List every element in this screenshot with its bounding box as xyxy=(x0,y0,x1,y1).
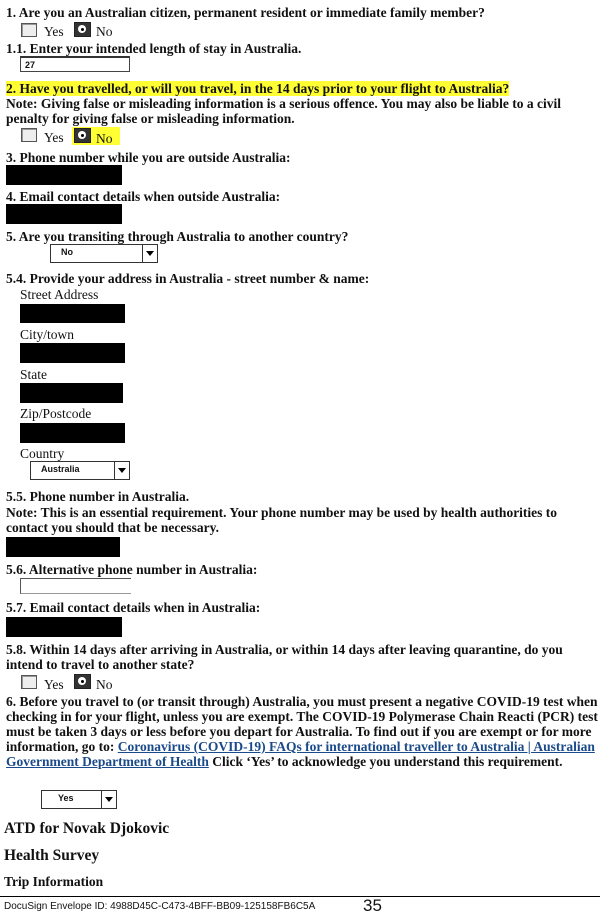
docusign-envelope-id: DocuSign Envelope ID: 4988D45C-C473-4BFF-BB09-125158FB6C5A xyxy=(4,901,316,912)
question-5-label: 5. Are you transiting through Australia to another country? xyxy=(6,229,349,244)
question-2-highlight: 2. Have you travelled, or will you travel, in the 14 days prior to your flight to Australia? xyxy=(6,81,510,96)
redacted-zip xyxy=(20,423,125,443)
question-6-body: 6. Before you travel to (or transit through) Australia, you must present a negative COVID-19 test when checking in for your flight, unless you are exempt. The COVID-19 Polymerase Chain Reacti (PCR) test must be taken 3 days or less before you depart for Australia. To find out if you are exempt or for more information, go to: xyxy=(6,694,598,754)
q1-no-label: No xyxy=(96,24,113,39)
question-5-5-note: Note: This is an essential requirement. Your phone number may be used by health authorities to contact you should that be necessary. xyxy=(6,505,558,535)
acknowledge-select-value: Yes xyxy=(58,793,74,803)
q5-8-no-radio-selected[interactable] xyxy=(74,674,91,689)
question-5-7-label: 5.7. Email contact details when in Australia: xyxy=(6,600,261,615)
q1-yes-radio[interactable] xyxy=(21,23,37,37)
chevron-down-icon xyxy=(101,791,116,808)
country-select[interactable] xyxy=(30,461,130,480)
country-select-value: Australia xyxy=(41,464,80,474)
redacted-phone-australia xyxy=(6,537,120,557)
question-6-acknowledge: Click ‘Yes’ to acknowledge you understand this requirement. xyxy=(208,754,563,769)
atd-heading: ATD for Novak Djokovic xyxy=(4,820,170,837)
question-3-label: 3. Phone number while you are outside Australia: xyxy=(6,150,291,165)
q2-no-radio-selected[interactable] xyxy=(74,128,91,143)
question-2-label xyxy=(6,81,509,96)
q1-no-radio-selected[interactable] xyxy=(74,22,91,37)
chevron-down-icon xyxy=(114,462,129,479)
page-number: 35 xyxy=(363,896,382,915)
q5-8-no-label: No xyxy=(96,677,113,692)
q5-8-yes-radio[interactable] xyxy=(21,675,37,689)
question-5-6-label: 5.6. Alternative phone number in Australia: xyxy=(6,562,258,577)
question-6-text xyxy=(6,694,600,769)
redacted-street-address xyxy=(20,304,125,323)
page-footer xyxy=(0,896,600,915)
street-address-label: Street Address xyxy=(20,287,99,302)
question-5-8-label: 5.8. Within 14 days after arriving in Australia, or within 14 days after leaving quarantine, do you intend to travel to another state? xyxy=(6,642,563,672)
redacted-phone-outside xyxy=(6,165,122,185)
q2-no-label: No xyxy=(96,131,113,146)
transiting-select[interactable] xyxy=(50,244,158,263)
q1-yes-label: Yes xyxy=(44,24,64,39)
city-label: City/town xyxy=(20,327,75,342)
redacted-city xyxy=(20,343,125,363)
q2-yes-radio[interactable] xyxy=(21,128,37,142)
question-2-note: Note: Giving false or misleading information is a serious offence. You may also be liable to a civil penalty for giving false or misleading information. xyxy=(6,96,561,126)
acknowledge-select[interactable] xyxy=(41,790,117,809)
redacted-email-australia xyxy=(6,617,122,637)
transiting-select-value: No xyxy=(61,247,73,257)
question-4-label: 4. Email contact details when outside Australia: xyxy=(6,189,281,204)
length-of-stay-input[interactable]: 27 xyxy=(20,56,130,72)
redacted-state xyxy=(20,383,123,403)
health-survey-heading: Health Survey xyxy=(4,847,100,864)
question-1-label: 1. Are you an Australian citizen, permanent resident or immediate family member? xyxy=(6,5,485,20)
zip-label: Zip/Postcode xyxy=(20,406,92,421)
trip-information-heading: Trip Information xyxy=(4,874,104,889)
question-5-4-label: 5.4. Provide your address in Australia - street number & name: xyxy=(6,271,370,286)
q2-yes-label: Yes xyxy=(44,130,64,145)
chevron-down-icon xyxy=(142,245,157,262)
state-label: State xyxy=(20,367,47,382)
country-label: Country xyxy=(20,446,65,461)
redacted-email-outside xyxy=(6,204,122,224)
covid-faq-link[interactable]: Coronavirus (COVID-19) FAQs for international traveller to Australia | Australian Government Department of Health xyxy=(6,739,595,769)
q5-8-yes-label: Yes xyxy=(44,677,64,692)
alternative-phone-input[interactable] xyxy=(20,578,131,594)
question-1-1-label: 1.1. Enter your intended length of stay in Australia. xyxy=(6,41,302,56)
question-5-5-label: 5.5. Phone number in Australia. xyxy=(6,489,190,504)
